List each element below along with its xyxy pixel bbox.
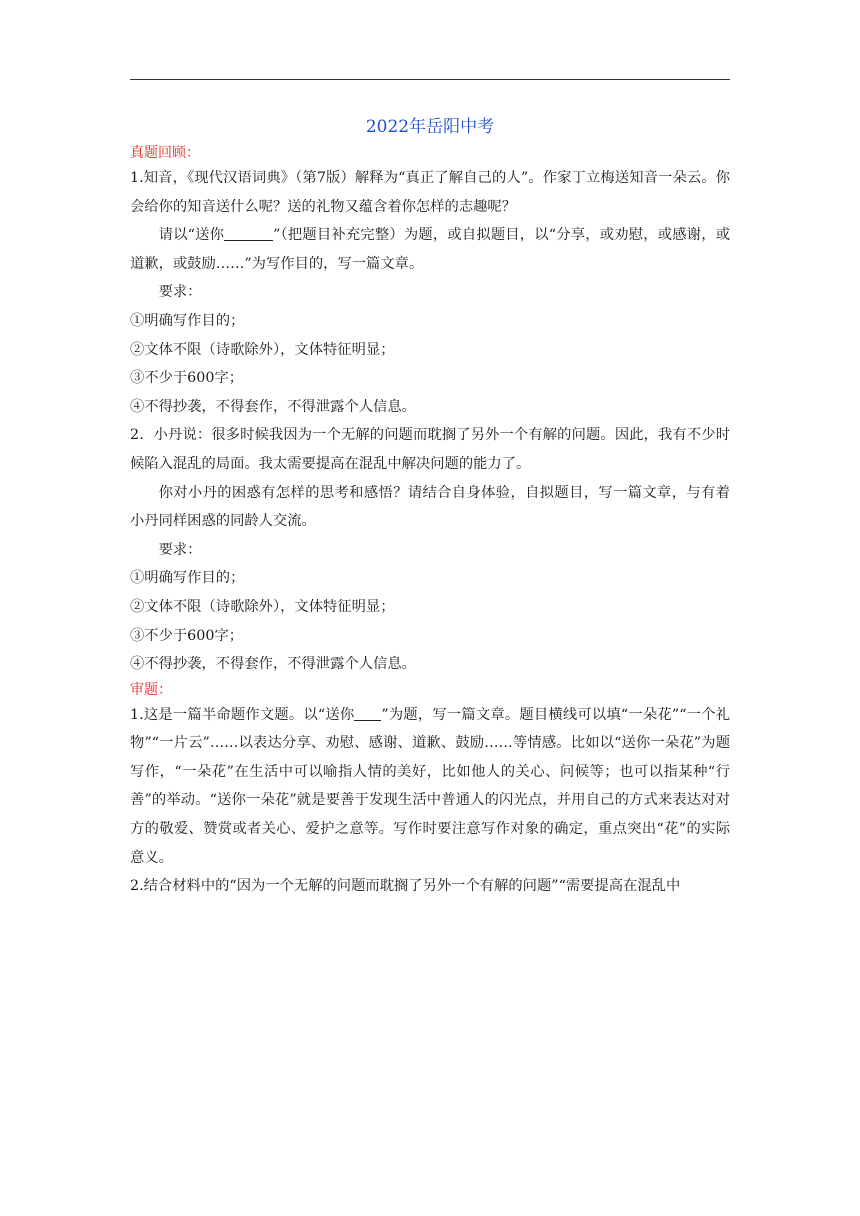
q1-prompt-post: ”（把题目补充完整）为题，或自拟题目，以“分享，或劝慰，或感谢，或道歉，或鼓励……”为写作目的，写一篇文章。 — [130, 227, 731, 272]
q1-prompt — [130, 221, 730, 278]
document-body — [130, 112, 730, 901]
page-title: 2022年岳阳中考 — [365, 117, 495, 137]
q2-requirement-4: ④不得抄袭，不得套作，不得泄露个人信息。 — [130, 656, 416, 673]
q1-requirements-label: 要求： — [158, 284, 202, 301]
q1-requirement-1: ①明确写作目的； — [130, 312, 245, 329]
q1-requirement-4: ④不得抄袭，不得套作，不得泄露个人信息。 — [130, 398, 416, 415]
q1-requirement-2: ②文体不限（诗歌除外），文体特征明显； — [130, 341, 395, 358]
analysis-1-pre: 1.这是一篇半命题作文题。以“送你 — [130, 706, 355, 723]
analysis-1-post: ”为题，写一篇文章。题目横线可以填“一朵花”“一个礼物”“一片云”……以表达分享、劝慰、感谢、道歉、鼓励……等情感。比如以“送你一朵花”为题写作，“一朵花”在生活中可以喻指人情的美好，比如他人的关心、问候等；也可以指某种“行善”的举动。“送你一朵花”就是要善于发现生活中普通人的闪光点，并用自己的方式来表达对对方的敬爱、赞赏或者关心、爱护之意等。写作时要注意写作对象的确定，重点突出“花”的实际意义。 — [130, 706, 730, 866]
header-rule — [130, 79, 730, 80]
q1-intro: 1.知音，《现代汉语词典》（第7版）解释为“真正了解自己的人”。作家丁立梅送知音一朵云。你会给你的知音送什么呢？送的礼物又蕴含着你怎样的志趣呢？ — [130, 170, 730, 215]
analysis-2: 2.结合材料中的“因为一个无解的问题而耽搁了另外一个有解的问题”“需要提高在混乱中 — [130, 878, 681, 895]
section-label-review: 真题回顾： — [130, 145, 200, 161]
q2-requirement-3: ③不少于600字； — [130, 627, 244, 644]
fill-blank — [224, 226, 273, 241]
q2-intro: 2．小丹说：很多时候我因为一个无解的问题而耽搁了另外一个有解的问题。因此，我有不少时候陷入混乱的局面。我太需要提高在混乱中解决问题的能力了。 — [130, 427, 730, 472]
q1-requirement-3: ③不少于600字； — [130, 370, 244, 387]
q2-requirements-label: 要求： — [158, 541, 202, 558]
analysis-1 — [130, 701, 730, 873]
fill-blank — [354, 706, 381, 721]
q2-requirement-1: ①明确写作目的； — [130, 570, 245, 587]
section-label-analysis: 审题： — [130, 681, 172, 698]
q2-prompt: 你对小丹的困惑有怎样的思考和感悟？请结合自身体验，自拟题目，写一篇文章，与有着小丹同样困惑的同龄人交流。 — [130, 484, 730, 530]
q1-prompt-pre: 请以“送你 — [158, 227, 225, 244]
q2-requirement-2: ②文体不限（诗歌除外），文体特征明显； — [130, 598, 395, 615]
